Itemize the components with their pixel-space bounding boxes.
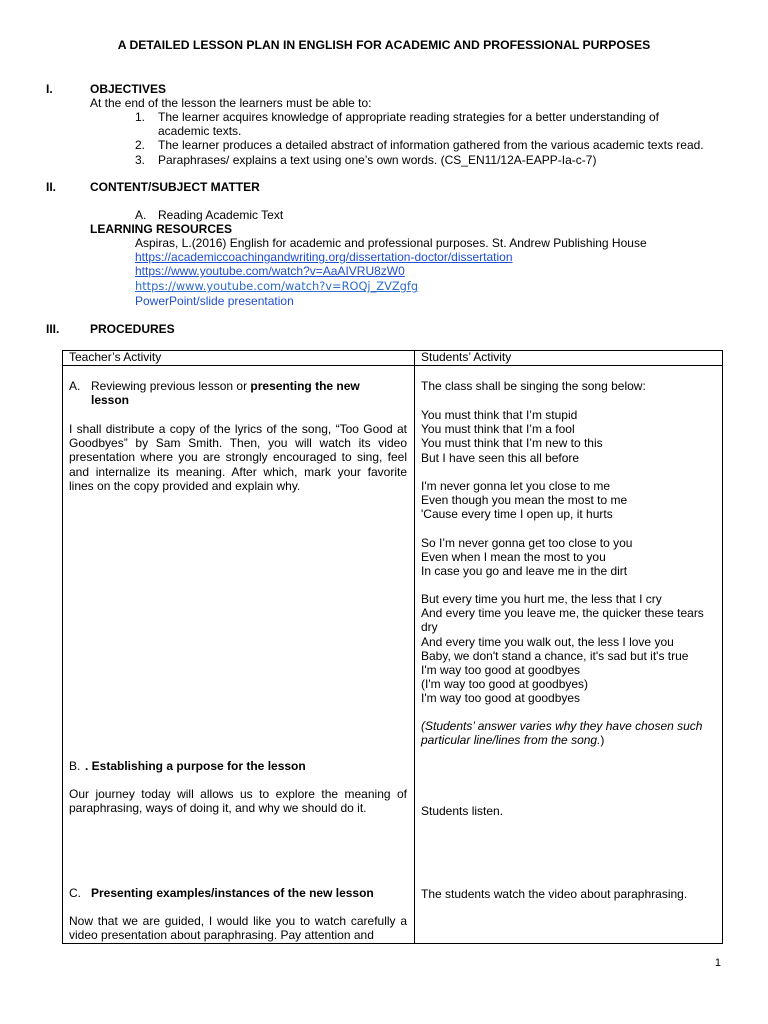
lyric-line: 'Cause every time I open up, it hurts (421, 507, 613, 522)
lyric-line: So I’m never gonna get too close to you (421, 536, 633, 550)
objective-text: Paraphrases/ explains a text using one’s own words. (CS_EN11/12A-EAPP-Ia-c-7) (158, 152, 597, 167)
step-a-title-plain: Reviewing previous lesson or (91, 379, 251, 393)
resource-link-academic-coaching[interactable]: https://academiccoachingandwriting.org/dissertation-doctor/dissertation (135, 250, 513, 264)
lyric-line: I'm never gonna let you close to me (421, 479, 611, 493)
step-b-body: Our journey today will allows us to explore the meaning of paraphrasing, ways of doing it, and why we should do it. (69, 787, 407, 816)
step-c-letter: C. (69, 886, 81, 900)
lyrics-verse-4 (421, 592, 721, 706)
lyric-line: But I have seen this all before (421, 450, 580, 465)
section-number-content: II. (46, 180, 57, 194)
objective-item (135, 153, 735, 167)
students-activity-cell (415, 366, 723, 944)
reference-citation: Aspiras, L.(2016) English for academic and professional purposes. St. Andrew Publishing House (135, 236, 647, 250)
resource-link-youtube-1[interactable]: https://www.youtube.com/watch?v=AaAIVRU8zW0 (135, 264, 405, 278)
objective-item (135, 138, 735, 152)
section-title-content: CONTENT/SUBJECT MATTER (90, 180, 260, 194)
lyric-line: I'm way too good at goodbyes (421, 663, 581, 678)
resource-link-youtube-2[interactable]: https://www.youtube.com/watch?v=ROQj_ZVZgfg (135, 279, 419, 293)
objective-item (135, 110, 735, 138)
lyric-line: Even when I mean the most to you (421, 550, 606, 565)
students-intro: The class shall be singing the song below: (421, 379, 646, 393)
objective-number: 3. (135, 152, 146, 167)
objectives-intro: At the end of the lesson the learners must be able to: (90, 96, 372, 110)
page-number: 1 (714, 957, 721, 969)
header-students-activity: Students’ Activity (415, 351, 723, 366)
learning-resources-title: LEARNING RESOURCES (90, 222, 233, 236)
lyric-line: You must think that I’m stupid (421, 408, 578, 422)
section-title-procedures: PROCEDURES (90, 322, 175, 336)
teacher-activity-cell (63, 366, 415, 944)
lyric-line: Even though you mean the most to me (421, 493, 628, 508)
section-title-objectives: OBJECTIVES (90, 82, 167, 96)
content-item-letter: A. (135, 208, 147, 222)
step-a-body: I shall distribute a copy of the lyrics of the song, “Too Good at Goodbyes” by Sam Smith. Then, you will watch its video presentation where you are strongly encouraged to sing, feel and internalize its meaning. After which, mark your favorite lines on the copy provided and explain why. (69, 422, 407, 493)
lyric-line: dry (421, 620, 438, 635)
objectives-list (135, 110, 735, 167)
lyric-line: And every time you leave me, the quicker these tears (421, 606, 704, 621)
lyric-line: But every time you hurt me, the less that I cry (421, 592, 662, 606)
step-b-title: . Establishing a purpose for the lesson (85, 759, 306, 773)
students-answer-note (421, 719, 719, 747)
answer-note-italic: (Students’ answer varies why they have chosen such particular line/lines from the song. (421, 719, 703, 748)
step-a-letter: A. (69, 379, 81, 393)
step-b-response: Students listen. (421, 804, 504, 818)
step-a-title (91, 379, 411, 393)
step-c-response: The students watch the video about paraphrasing. (421, 887, 688, 901)
step-a-title-bold: presenting the new (250, 379, 360, 393)
objective-text-cont: academic texts. (158, 124, 242, 139)
presentation-resource: PowerPoint/slide presentation (135, 294, 294, 308)
objective-text: The learner acquires knowledge of appropriate reading strategies for a better understanding of (158, 110, 659, 124)
lyric-line: I'm way too good at goodbyes (421, 691, 581, 706)
step-a-title-cont: lesson (91, 393, 130, 407)
section-number-procedures: III. (46, 322, 60, 336)
table-body-row (63, 366, 723, 944)
lyric-line: Baby, we don't stand a chance, it's sad but it's true (421, 648, 689, 663)
lyrics-verse-1 (421, 408, 721, 465)
lyric-line: (I'm way too good at goodbyes) (421, 677, 589, 692)
step-c-title: Presenting examples/instances of the new lesson (91, 886, 374, 900)
header-teacher-activity: Teacher’s Activity (63, 351, 415, 366)
document-title: A DETAILED LESSON PLAN IN ENGLISH FOR ACADEMIC AND PROFESSIONAL PURPOSES (117, 38, 651, 52)
objective-number: 2. (135, 138, 146, 153)
lyric-line: You must think that I’m a fool (421, 422, 575, 437)
lyric-line: In case you go and leave me in the dirt (421, 564, 628, 579)
objective-text: The learner produces a detailed abstract of information gathered from the various academic texts read. (158, 138, 704, 153)
procedures-table (62, 350, 723, 944)
content-item-text: Reading Academic Text (158, 208, 284, 222)
lyrics-verse-2 (421, 479, 721, 522)
step-c-body: Now that we are guided, I would like you to watch carefully a video presentation about paraphrasing. Pay attention and (69, 914, 407, 943)
section-number-objectives: I. (46, 82, 53, 96)
table-header-row (63, 351, 723, 366)
lyric-line: You must think that I’m new to this (421, 436, 603, 451)
lyric-line: And every time you walk out, the less I love you (421, 634, 674, 649)
objective-number: 1. (135, 110, 146, 124)
step-b-letter: B. (69, 759, 81, 773)
answer-note-close: ) (600, 733, 605, 748)
lyrics-verse-3 (421, 536, 721, 579)
